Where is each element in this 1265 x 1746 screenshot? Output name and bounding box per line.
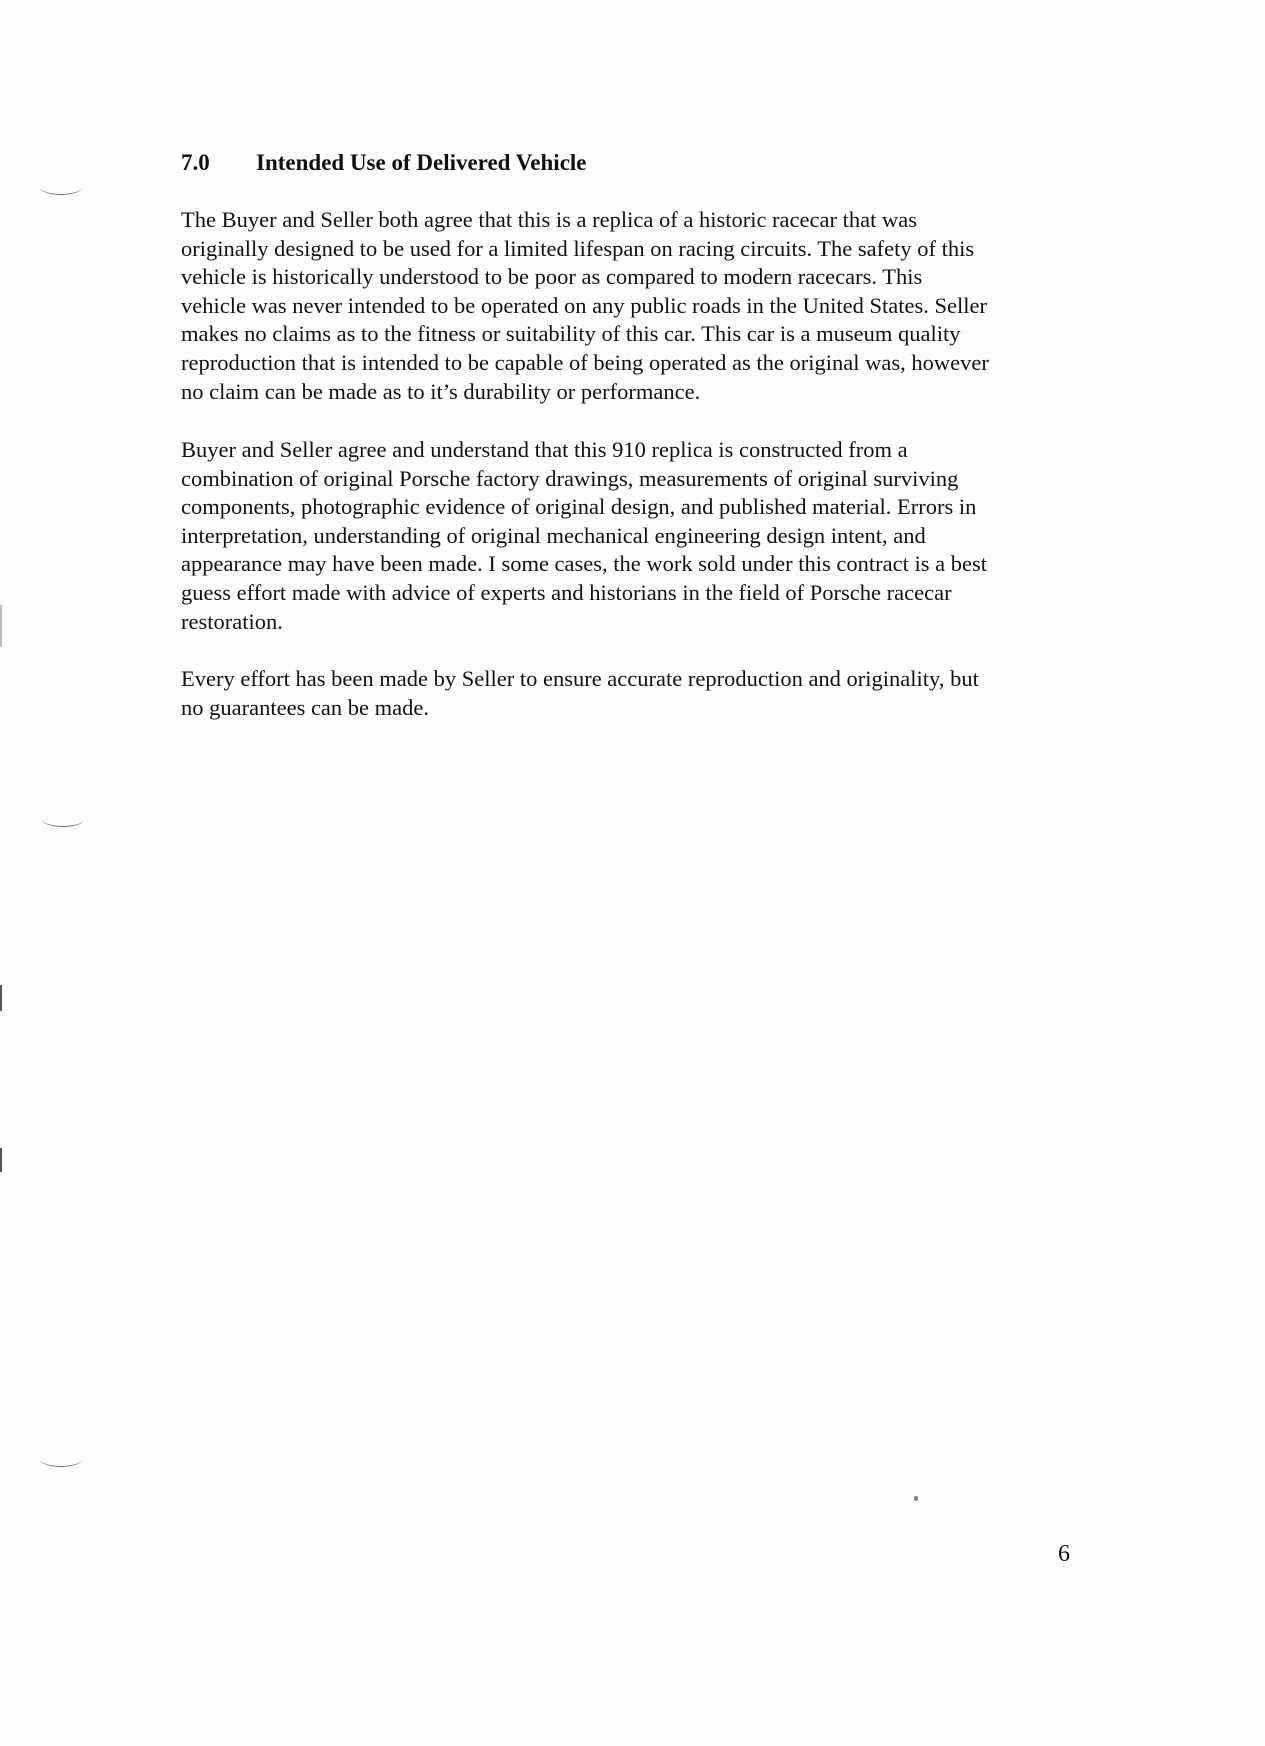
paragraph-line: guess effort made with advice of experts and historians in the field of Porsche racecar xyxy=(181,579,952,605)
scan-edge-line-2 xyxy=(0,985,2,1011)
scan-speck xyxy=(914,1496,918,1501)
paragraph-line: Every effort has been made by Seller to ensure accurate reproduction and originality, but xyxy=(181,666,979,691)
scan-edge-line-3 xyxy=(0,1148,2,1172)
scan-edge-line-1 xyxy=(0,605,2,647)
paragraph-line: restoration. xyxy=(181,608,283,634)
paragraph-line: combination of original Porsche factory drawings, measurements of original surviving xyxy=(181,465,959,491)
paragraph-line: no guarantees can be made. xyxy=(181,694,430,720)
section-title: Intended Use of Delivered Vehicle xyxy=(256,150,587,175)
paragraph-guarantees xyxy=(181,665,1081,722)
paragraph-line: no claim can be made as to it’s durability or performance. xyxy=(181,378,701,404)
section-heading xyxy=(181,148,587,178)
paragraph-line: components, photographic evidence of original design, and published material. Errors in xyxy=(181,494,977,520)
paragraph-intended-use xyxy=(181,206,1081,406)
paragraph-line: originally designed to be used for a limited lifespan on racing circuits. The safety of this xyxy=(181,235,975,261)
paragraph-line: reproduction that is intended to be capable of being operated as the original was, however xyxy=(181,349,989,375)
paragraph-line: vehicle is historically understood to be poor as compared to modern racecars. This xyxy=(181,264,923,290)
page-number: 6 xyxy=(1058,1541,1070,1567)
paragraph-line: makes no claims as to the fitness or suitability of this car. This car is a museum quality xyxy=(181,321,961,347)
binder-hole-mark-bottom xyxy=(40,1452,82,1467)
binder-hole-mark-top xyxy=(40,180,82,195)
paragraph-line: interpretation, understanding of original mechanical engineering design intent, and xyxy=(181,522,926,548)
paragraph-line: Buyer and Seller agree and understand that this 910 replica is constructed from a xyxy=(181,437,908,462)
binder-hole-mark-middle xyxy=(42,812,84,827)
paragraph-construction xyxy=(181,436,1081,636)
paragraph-line: vehicle was never intended to be operated on any public roads in the United States. Seller xyxy=(181,292,988,318)
paragraph-line: The Buyer and Seller both agree that this is a replica of a historic racecar that was xyxy=(181,207,917,232)
paragraph-line: appearance may have been made. I some cases, the work sold under this contract is a best xyxy=(181,551,987,577)
section-number: 7.0 xyxy=(181,150,210,175)
